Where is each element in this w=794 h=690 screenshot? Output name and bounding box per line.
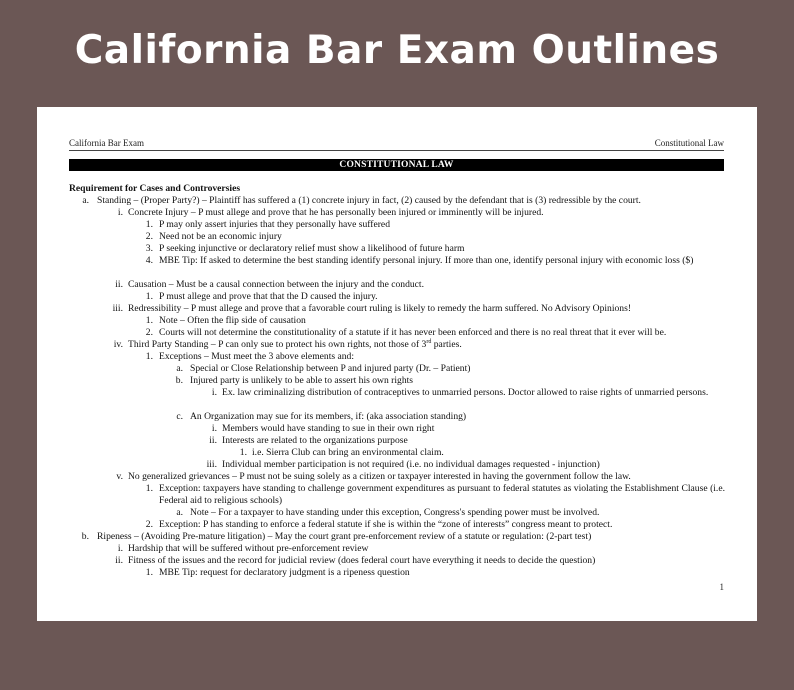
item-marker: 1. <box>145 483 153 494</box>
item-text: An Organization may sue for its members, if: (aka association standing) <box>190 411 467 422</box>
item-text: Standing – (Proper Party?) – Plaintiff has suffered a (1) concrete injury in fact, (2) caused by the defendant that is (3) redressible by the court. <box>97 195 641 206</box>
outline-item <box>37 279 757 291</box>
item-marker: iii. <box>206 459 217 470</box>
item-text: Concrete Injury – P must allege and prove that he has personally been injured or imminently will be injured. <box>128 207 544 218</box>
item-marker: 1. <box>239 447 247 458</box>
item-marker: 1. <box>145 567 153 578</box>
outline-item <box>37 411 757 423</box>
item-text: Hardship that will be suffered without pre-enforcement review <box>128 543 369 554</box>
item-marker: 4. <box>145 255 153 266</box>
heading-text: Requirement for Cases and Controversies <box>69 183 241 194</box>
item-text: P must allege and prove that that the D caused the injury. <box>159 291 378 302</box>
outline-item <box>37 327 757 339</box>
item-marker: 1. <box>145 351 153 362</box>
item-text: Note – Often the flip side of causation <box>159 315 306 326</box>
outline-heading <box>37 183 757 195</box>
outline-item <box>37 531 757 543</box>
superscript: rd <box>426 338 432 345</box>
outline-item <box>37 243 757 255</box>
item-text-part: Third Party Standing – P can only sue to protect his own rights, not those of 3 <box>128 339 427 350</box>
item-marker: 3. <box>145 243 153 254</box>
item-text: Members would have standing to sue in their own right <box>222 423 435 434</box>
item-marker: 2. <box>145 519 153 530</box>
item-marker: a. <box>82 195 89 206</box>
outline-item <box>37 507 757 519</box>
item-marker: v. <box>116 471 123 482</box>
item-marker: 1. <box>145 291 153 302</box>
outline-item <box>37 231 757 243</box>
item-text: i.e. Sierra Club can bring an environmental claim. <box>252 447 444 458</box>
item-text: Redressibility – P must allege and prove that a favorable court ruling is likely to remedy the harm suffered. No Advisory Opinions! <box>128 303 632 314</box>
item-text: Courts will not determine the constitutionality of a statute if it has never been enforced and there is no real threat that it ever will be. <box>159 327 667 338</box>
document-page <box>37 107 757 621</box>
item-marker: i. <box>117 207 123 218</box>
outline-item <box>37 519 757 531</box>
header-left: California Bar Exam <box>69 138 144 148</box>
outline-item <box>37 255 757 279</box>
outline-item <box>37 387 757 411</box>
item-text: MBE Tip: request for declaratory judgment is a ripeness question <box>159 567 410 578</box>
item-marker: ii. <box>115 555 123 566</box>
outline-item <box>37 363 757 375</box>
item-text: No generalized grievances – P must not be suing solely as a citizen or taxpayer interested in having the government follow the law. <box>128 471 631 482</box>
banner-title: California Bar Exam Outlines <box>74 28 720 73</box>
outline-item <box>37 195 757 207</box>
item-text: Note – For a taxpayer to have standing under this exception, Congress's spending power must be involved. <box>190 507 600 518</box>
item-marker: a. <box>176 363 183 374</box>
item-text: Individual member participation is not required (i.e. no individual damages requested - injunction) <box>222 459 600 470</box>
outline-item <box>37 219 757 231</box>
outline <box>37 183 757 579</box>
outline-item <box>37 555 757 567</box>
item-text: Need not be an economic injury <box>159 231 282 242</box>
outline-item <box>37 339 757 351</box>
item-marker: i. <box>117 543 123 554</box>
section-title: CONSTITUTIONAL LAW <box>69 159 724 171</box>
item-marker: b. <box>175 375 183 386</box>
item-text: Exceptions – Must meet the 3 above elements and: <box>159 351 355 362</box>
item-text-part: parties. <box>431 339 462 350</box>
item-marker: i. <box>211 423 217 434</box>
header-rule <box>69 150 724 151</box>
item-marker: ii. <box>115 279 123 290</box>
item-marker: 1. <box>145 219 153 230</box>
header-right: Constitutional Law <box>654 138 724 148</box>
item-marker: 2. <box>145 231 153 242</box>
item-text <box>128 339 462 351</box>
item-text: Exception: taxpayers have standing to challenge government expenditures as pursuant to federal statutes as violating the Establishment Clause (i.e. Federal aid to religious schools) <box>159 483 725 506</box>
outline-item <box>37 375 757 387</box>
item-marker: i. <box>211 387 217 398</box>
item-text: Ex. law criminalizing distribution of contraceptives to unmarried persons. Doctor allowed to raise rights of unmarried persons. <box>222 387 709 398</box>
item-text: Special or Close Relationship between P and injured party (Dr. – Patient) <box>190 363 471 374</box>
item-marker: 2. <box>145 327 153 338</box>
item-text: Interests are related to the organizations purpose <box>222 435 408 446</box>
outline-item <box>37 435 757 447</box>
outline-item <box>37 567 757 579</box>
item-text: Exception: P has standing to enforce a federal statute if she is within the “zone of interests” congress meant to protect. <box>159 519 613 530</box>
page-number: 1 <box>719 582 724 592</box>
item-text: Injured party is unlikely to be able to assert his own rights <box>190 375 414 386</box>
item-text: Causation – Must be a causal connection between the injury and the conduct. <box>128 279 424 290</box>
item-marker: iv. <box>113 339 123 350</box>
outline-item <box>37 315 757 327</box>
item-text: P seeking injunctive or declaratory relief must show a likelihood of future harm <box>159 243 465 254</box>
item-text: Ripeness – (Avoiding Pre-mature litigation) – May the court grant pre-enforcement review of a statute or regulation: (2-part test) <box>97 531 592 542</box>
item-marker: b. <box>81 531 89 542</box>
item-marker: c. <box>176 411 183 422</box>
item-text: P may only assert injuries that they personally have suffered <box>159 219 390 230</box>
item-marker: ii. <box>209 435 217 446</box>
item-text: MBE Tip: If asked to determine the best standing identify personal injury. If more than one, identify personal injury with economic loss ($) <box>159 255 694 266</box>
item-marker: a. <box>176 507 183 518</box>
outline-item <box>37 291 757 303</box>
outline-item <box>37 447 757 459</box>
item-marker: iii. <box>112 303 123 314</box>
outline-item <box>37 207 757 219</box>
outline-item <box>37 423 757 435</box>
item-marker: 1. <box>145 315 153 326</box>
item-text: Fitness of the issues and the record for judicial review (does federal court have everything it needs to decide the question) <box>128 555 596 566</box>
outline-item <box>37 483 757 507</box>
outline-item <box>37 471 757 483</box>
outline-item <box>37 459 757 471</box>
outline-item <box>37 303 757 315</box>
outline-item <box>37 543 757 555</box>
outline-item <box>37 351 757 363</box>
